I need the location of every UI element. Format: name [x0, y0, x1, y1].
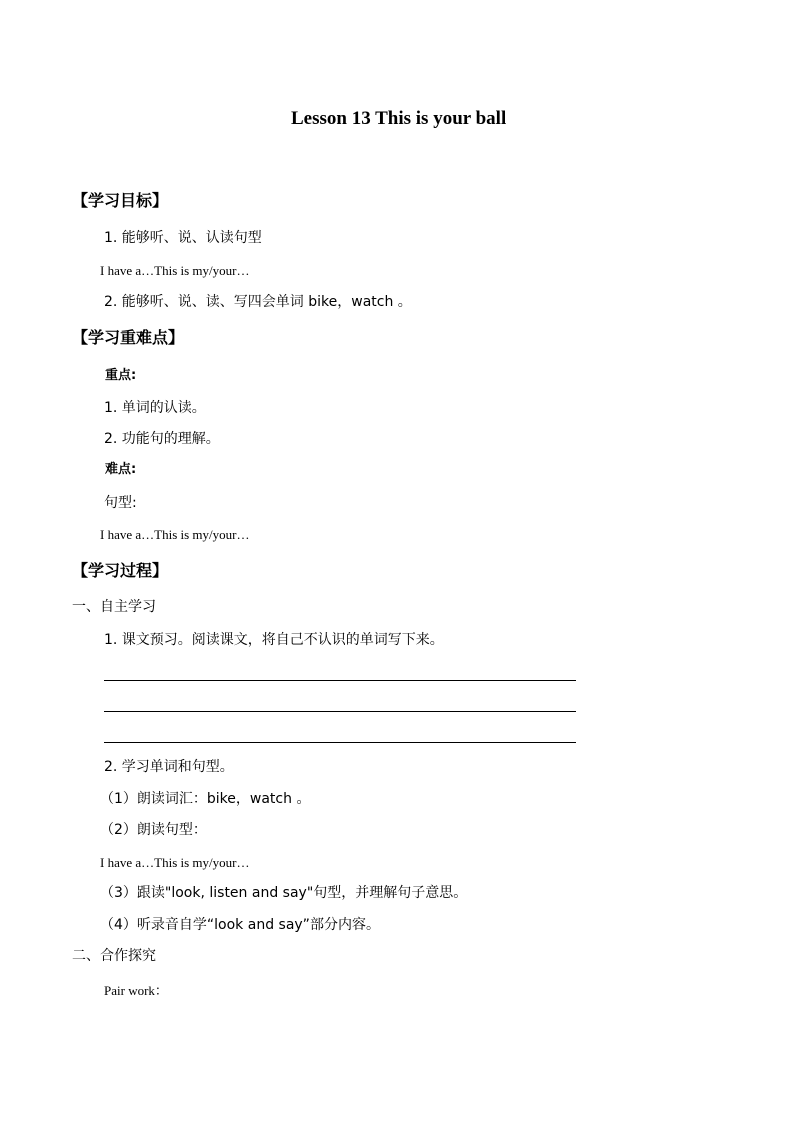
- objective-item-2: 2. 能够听、说、读、写四会单词 bike，watch 。: [104, 294, 412, 310]
- objective-item-1: 1. 能够听、说、认读句型: [104, 230, 262, 246]
- self-study-sub-1: （1）朗读词汇：bike，watch 。: [100, 791, 311, 807]
- objectives-heading: 【学习目标】: [72, 191, 169, 210]
- document-title: Lesson 13 This is your ball: [291, 108, 507, 129]
- writing-line-2[interactable]: [104, 711, 576, 712]
- difficult-point-label: 难点:: [105, 462, 137, 477]
- self-study-sub-3: （3）跟读"look, listen and say"句型，并理解句子意思。: [100, 885, 468, 901]
- key-point-label: 重点:: [105, 368, 137, 383]
- self-study-step-1: 1. 课文预习。阅读课文，将自己不认识的单词写下来。: [104, 632, 444, 648]
- self-study-heading: 一、自主学习: [72, 599, 156, 615]
- difficult-sentence-pattern: I have a…This is my/your…: [100, 527, 250, 542]
- writing-line-1[interactable]: [104, 680, 576, 681]
- key-points-heading: 【学习重难点】: [72, 328, 185, 347]
- cooperative-inquiry-heading: 二、合作探究: [72, 948, 156, 964]
- self-study-step-2: 2. 学习单词和句型。: [104, 759, 234, 775]
- objective-sentence-pattern: I have a…This is my/your…: [100, 263, 250, 278]
- self-study-sentence-pattern: I have a…This is my/your…: [100, 855, 250, 870]
- key-point-2: 2. 功能句的理解。: [104, 431, 220, 447]
- writing-line-3[interactable]: [104, 742, 576, 743]
- sentence-pattern-label: 句型:: [104, 495, 137, 511]
- pair-work-label: Pair work：: [104, 983, 168, 998]
- self-study-sub-2: （2）朗读句型：: [100, 822, 207, 838]
- self-study-sub-4: （4）听录音自学“look and say”部分内容。: [100, 917, 380, 933]
- key-point-1: 1. 单词的认读。: [104, 400, 206, 416]
- process-heading: 【学习过程】: [72, 561, 169, 580]
